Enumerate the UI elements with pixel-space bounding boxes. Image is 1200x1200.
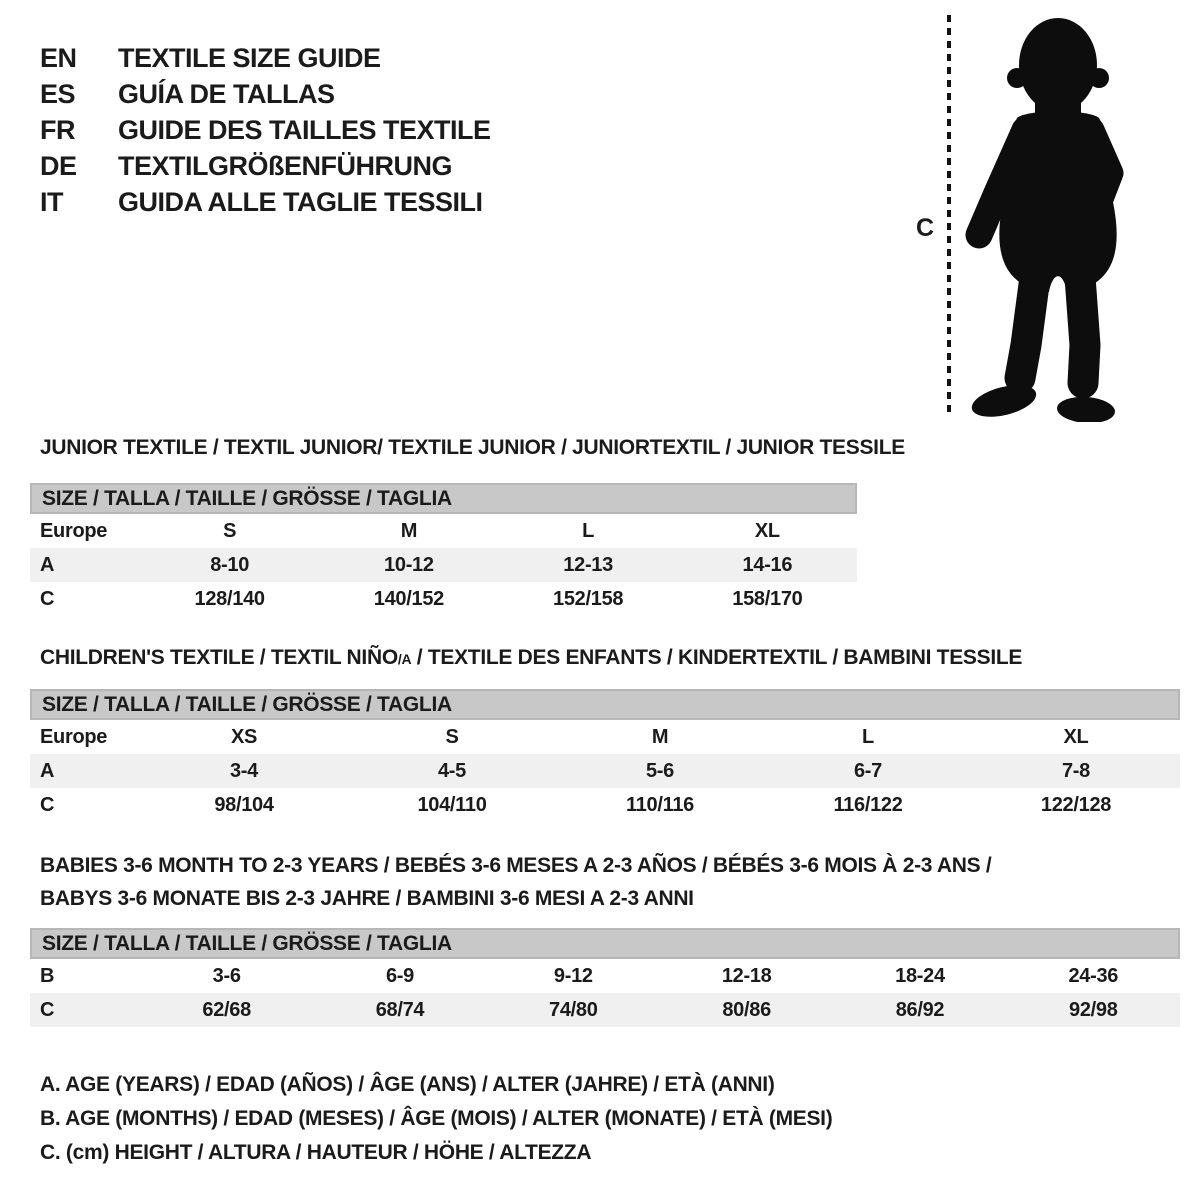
junior-size-cell: S bbox=[223, 519, 237, 542]
junior-height-cell: 128/140 bbox=[194, 587, 265, 610]
babies-heading-line2: BABYS 3-6 MONATE BIS 2-3 JAHRE / BAMBINI 3-6 MESI A 2-3 ANNI bbox=[40, 887, 694, 910]
babies-height-cell: 74/80 bbox=[549, 998, 598, 1021]
children-height-cell: 110/116 bbox=[626, 793, 694, 816]
babies-age-row bbox=[30, 959, 1180, 993]
children-size-cell: XS bbox=[230, 725, 258, 748]
babies-height-cell: 92/98 bbox=[1069, 998, 1118, 1021]
junior-size-table bbox=[30, 483, 857, 616]
junior-height-cell: 152/158 bbox=[553, 587, 624, 610]
children-height-cell: 116/122 bbox=[833, 793, 903, 816]
babies-age-cell: 3-6 bbox=[212, 964, 241, 987]
lang-row-it bbox=[40, 184, 491, 220]
babies-height-cell: 86/92 bbox=[895, 998, 945, 1021]
babies-height-row bbox=[30, 993, 1180, 1027]
children-size-cell: XL bbox=[1063, 725, 1089, 748]
babies-height-cell: 62/68 bbox=[202, 998, 251, 1021]
children-size-cell: L bbox=[862, 725, 874, 748]
children-region-row bbox=[30, 720, 1180, 754]
lang-row-de bbox=[40, 148, 491, 184]
children-size-cell: S bbox=[445, 725, 459, 748]
junior-age-cell: 8-10 bbox=[210, 553, 250, 576]
junior-size-header-bar bbox=[30, 483, 857, 514]
lang-code-fr: FR bbox=[40, 115, 75, 145]
row-label-c: C bbox=[40, 998, 55, 1021]
children-height-row bbox=[30, 788, 1180, 822]
language-title-block bbox=[40, 40, 491, 220]
junior-age-cell: 14-16 bbox=[742, 553, 793, 576]
lang-title-es: GUÍA DE TALLAS bbox=[118, 79, 335, 109]
babies-heading-line1: BABIES 3-6 MONTH TO 2-3 YEARS / BEBÉS 3-6 MESES A 2-3 AÑOS / BÉBÉS 3-6 MOIS À 2-3 ANS / bbox=[40, 854, 992, 877]
row-label-c: C bbox=[40, 793, 55, 816]
junior-age-row bbox=[30, 548, 857, 582]
babies-section-heading bbox=[40, 849, 1180, 915]
children-age-cell: 3-4 bbox=[229, 759, 258, 782]
children-size-table bbox=[30, 689, 1180, 822]
region-label: Europe bbox=[40, 519, 108, 542]
junior-age-cell: 12-13 bbox=[563, 553, 613, 576]
children-height-cell: 122/128 bbox=[1040, 793, 1112, 816]
children-height-cell: 104/110 bbox=[417, 793, 487, 816]
height-measure-label: C bbox=[916, 214, 935, 242]
row-label-a: A bbox=[40, 553, 55, 576]
children-age-row bbox=[30, 754, 1180, 788]
children-section-heading bbox=[40, 645, 1022, 672]
junior-size-cell: L bbox=[582, 519, 595, 542]
junior-region-row bbox=[30, 514, 857, 548]
lang-code-de: DE bbox=[40, 151, 77, 181]
lang-code-en: EN bbox=[40, 43, 77, 73]
lang-code-it: IT bbox=[40, 187, 63, 217]
legend-line-a: A. AGE (YEARS) / EDAD (AÑOS) / ÂGE (ANS) / ALTER (JAHRE) / ETÀ (ANNI) bbox=[40, 1073, 775, 1096]
legend-block bbox=[40, 1068, 832, 1170]
lang-title-de: TEXTILGRÖßENFÜHRUNG bbox=[118, 151, 452, 181]
lang-row-fr bbox=[40, 112, 491, 148]
lang-title-en: TEXTILE SIZE GUIDE bbox=[118, 43, 381, 73]
junior-size-header-label: SIZE / TALLA / TAILLE / GRÖSSE / TAGLIA bbox=[42, 486, 452, 510]
babies-age-cell: 9-12 bbox=[553, 964, 593, 987]
legend-line-c: C. (cm) HEIGHT / ALTURA / HAUTEUR / HÖHE / ALTEZZA bbox=[40, 1141, 592, 1164]
lang-title-it: GUIDA ALLE TAGLIE TESSILI bbox=[118, 187, 483, 217]
children-age-cell: 4-5 bbox=[437, 759, 466, 782]
height-dashed-line-icon bbox=[945, 15, 953, 417]
babies-height-cell: 80/86 bbox=[722, 998, 771, 1021]
lang-code-es: ES bbox=[40, 79, 76, 109]
lang-row-en bbox=[40, 40, 491, 76]
babies-height-cell: 68/74 bbox=[375, 998, 425, 1021]
babies-age-cell: 12-18 bbox=[721, 964, 772, 987]
row-label-c: C bbox=[40, 587, 55, 610]
babies-size-header-label: SIZE / TALLA / TAILLE / GRÖSSE / TAGLIA bbox=[42, 931, 452, 955]
junior-height-cell: 158/170 bbox=[732, 587, 803, 610]
children-size-cell: M bbox=[651, 725, 669, 748]
children-age-cell: 5-6 bbox=[645, 759, 674, 782]
children-age-cell: 7-8 bbox=[1061, 759, 1090, 782]
children-size-header-bar bbox=[30, 689, 1180, 720]
legend-line-b: B. AGE (MONTHS) / EDAD (MESES) / ÂGE (MOIS) / ALTER (MONATE) / ETÀ (MESI) bbox=[40, 1107, 833, 1130]
children-heading-subscript: /A bbox=[397, 651, 412, 667]
lang-title-fr: GUIDE DES TAILLES TEXTILE bbox=[118, 115, 491, 145]
junior-height-cell: 140/152 bbox=[373, 587, 444, 610]
junior-size-cell: M bbox=[400, 519, 418, 542]
babies-age-cell: 18-24 bbox=[895, 964, 945, 987]
children-size-header-label: SIZE / TALLA / TAILLE / GRÖSSE / TAGLIA bbox=[42, 692, 452, 716]
babies-size-header-bar bbox=[30, 928, 1180, 959]
row-label-b: B bbox=[40, 964, 55, 987]
region-label: Europe bbox=[40, 725, 108, 748]
babies-age-cell: 24-36 bbox=[1068, 964, 1119, 987]
junior-section-heading: JUNIOR TEXTILE / TEXTIL JUNIOR/ TEXTILE JUNIOR / JUNIORTEXTIL / JUNIOR TESSILE bbox=[40, 436, 905, 459]
lang-row-es bbox=[40, 76, 491, 112]
children-heading-suffix: / TEXTILE DES ENFANTS / KINDERTEXTIL / BAMBINI TESSILE bbox=[411, 646, 1023, 669]
row-label-a: A bbox=[40, 759, 55, 782]
height-measure-figure bbox=[900, 10, 1150, 430]
toddler-silhouette-icon bbox=[965, 15, 1140, 422]
junior-size-cell: XL bbox=[754, 519, 780, 542]
junior-height-row bbox=[30, 582, 857, 616]
babies-age-cell: 6-9 bbox=[385, 964, 414, 987]
babies-size-table bbox=[30, 928, 1180, 1027]
junior-age-cell: 10-12 bbox=[384, 553, 434, 576]
children-heading-prefix: CHILDREN'S TEXTILE / TEXTIL NIÑO bbox=[40, 646, 398, 669]
children-age-cell: 6-7 bbox=[853, 759, 882, 782]
children-height-cell: 98/104 bbox=[214, 793, 274, 816]
